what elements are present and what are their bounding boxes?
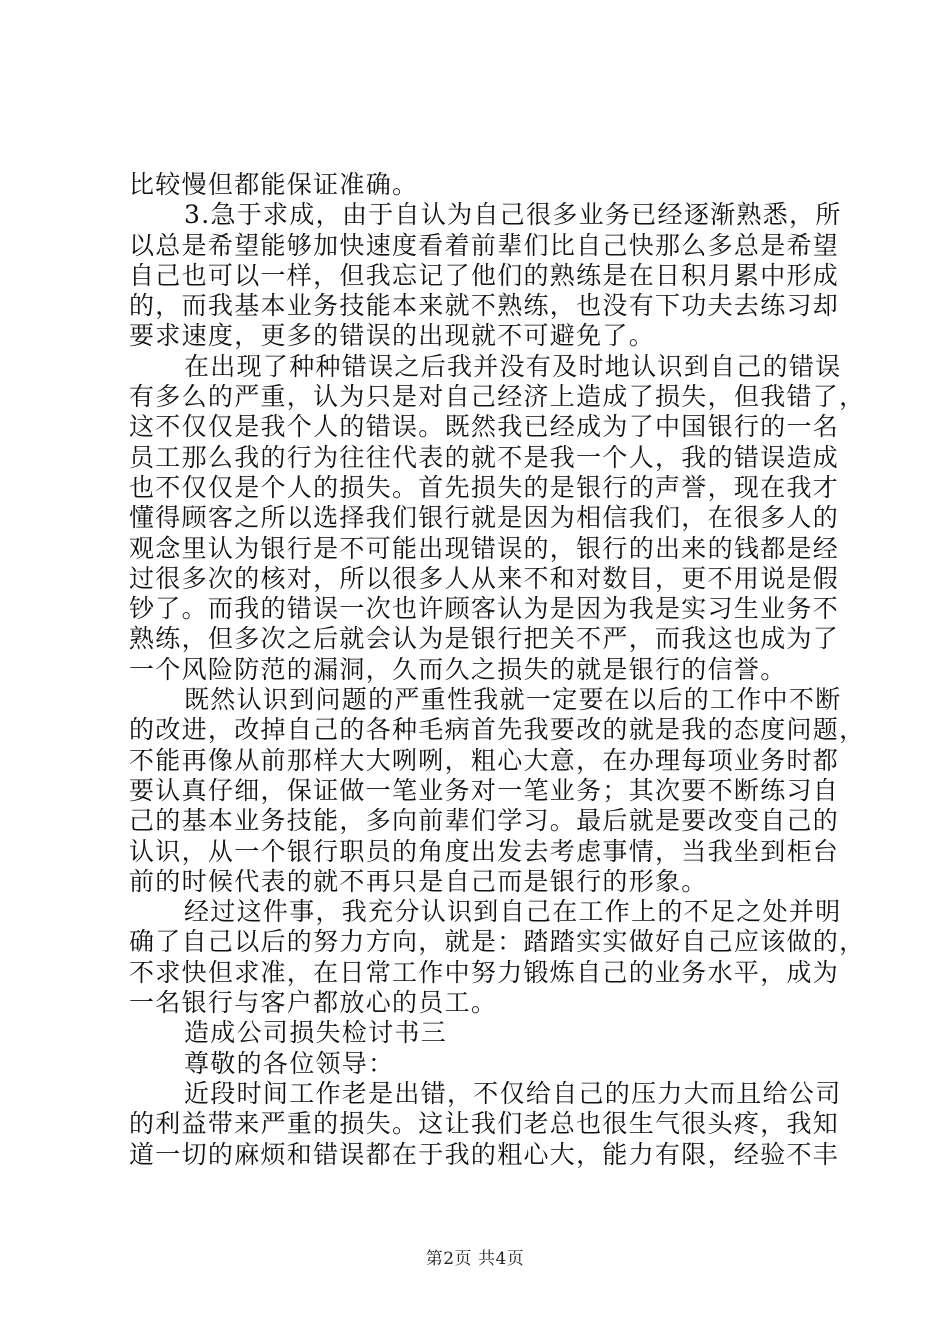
- text-line: 尊敬的各位领导：: [184, 1048, 395, 1078]
- document-body: [129, 170, 866, 1170]
- text-line: 近段时间工作老是出错，不仅给自己的压力大而且给公司: [184, 1078, 842, 1108]
- text-line: 以总是希望能够加快速度看着前辈们比自己快那么多总是希望: [129, 230, 840, 260]
- text-line: 自己也可以一样，但我忘记了他们的熟练是在日积月累中形成: [129, 260, 840, 290]
- text-line: 懂得顾客之所以选择我们银行就是因为相信我们，在很多人的: [129, 503, 840, 533]
- text-line: 一个风险防范的漏洞，久而久之损失的就是银行的信誉。: [129, 654, 787, 684]
- text-line: 钞了。而我的错误一次也许顾客认为是因为我是实习生业务不: [129, 594, 840, 624]
- text-line: 也不仅仅是个人的损失。首先损失的是银行的声誉，现在我才: [129, 472, 840, 502]
- text-line: 不能再像从前那样大大咧咧，粗心大意，在办理每项业务时都: [129, 745, 840, 775]
- text-line: 确了自己以后的努力方向，就是：踏踏实实做好自己应该做的，: [129, 927, 866, 957]
- text-line: 的改进，改掉自己的各种毛病首先我要改的就是我的态度问题，: [129, 715, 866, 745]
- text-line: 过很多次的核对，所以很多人从来不和对数目，更不用说是假: [129, 563, 840, 593]
- text-line: 员工那么我的行为往往代表的就不是我一个人，我的错误造成: [129, 442, 840, 472]
- text-line: 要求速度，更多的错误的出现就不可避免了。: [129, 321, 656, 351]
- text-line: 这不仅仅是我个人的错误。既然我已经成为了中国银行的一名: [129, 412, 840, 442]
- text-line: 要认真仔细，保证做一笔业务对一笔业务；其次要不断练习自: [129, 775, 840, 805]
- text-line: 3.急于求成，由于自认为自己很多业务已经逐渐熟悉，所: [184, 200, 842, 230]
- text-line: 认识，从一个银行职员的角度出发去考虑事情，当我坐到柜台: [129, 836, 840, 866]
- text-line: 有多么的严重，认为只是对自己经济上造成了损失，但我错了，: [129, 382, 866, 412]
- text-line: 的利益带来严重的损失。这让我们老总也很生气很头疼，我知: [129, 1109, 840, 1139]
- text-line: 道一切的麻烦和错误都在于我的粗心大，能力有限，经验不丰: [129, 1139, 840, 1169]
- text-line: 的，而我基本业务技能本来就不熟练，也没有下功夫去练习却: [129, 291, 840, 321]
- text-line: 一名银行与客户都放心的员工。: [129, 988, 498, 1018]
- text-line: 造成公司损失检讨书三: [184, 1018, 448, 1048]
- text-line: 熟练，但多次之后就会认为是银行把关不严，而我这也成为了: [129, 624, 840, 654]
- text-line: 前的时候代表的就不再只是自己而是银行的形象。: [129, 866, 708, 896]
- text-line: 在出现了种种错误之后我并没有及时地认识到自己的错误: [184, 351, 842, 381]
- text-line: 比较慢但都能保证准确。: [129, 170, 419, 199]
- text-line: 既然认识到问题的严重性我就一定要在以后的工作中不断: [184, 685, 842, 715]
- text-line: 不求快但求准，在日常工作中努力锻炼自己的业务水平，成为: [129, 957, 840, 987]
- text-line: 己的基本业务技能，多向前辈们学习。最后就是要改变自己的: [129, 806, 840, 836]
- text-line: 经过这件事，我充分认识到自己在工作上的不足之处并明: [184, 897, 842, 927]
- text-line: 观念里认为银行是不可能出现错误的，银行的出来的钱都是经: [129, 533, 840, 563]
- page-number-footer: 第2页 共4页: [425, 1249, 525, 1269]
